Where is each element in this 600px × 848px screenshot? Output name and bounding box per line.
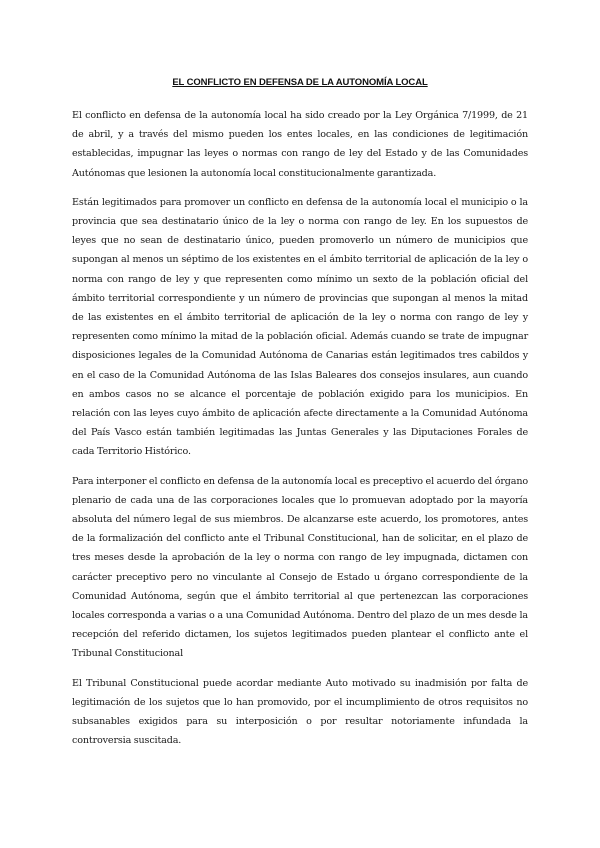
document-body bbox=[72, 106, 528, 761]
paragraph-2: Están legitimados para promover un conflicto en defensa de la autonomía local el municipio o la provincia que sea destinatario único de la ley o norma con rango de ley. En los supuestos de leyes que no sean de destinatario único, pueden promoverlo un número de municipios que supongan al menos un séptimo de los existentes en el ámbito territorial de aplicación de la ley o norma con rango de ley y que representen como mínimo un sexto de la población oficial del ámbito territorial correspondiente y un número de provincias que supongan al menos la mitad de las existentes en el ámbito territorial de aplicación de la ley o norma con rango de ley y representen como mínimo la mitad de la población oficial. Además cuando se trate de impugnar disposiciones legales de la Comunidad Autónoma de Canarias están legitimados tres cabildos y en el caso de la Comunidad Autónoma de las Islas Baleares dos consejos insulares, aun cuando en ambos casos no se alcance el porcentaje de población exigido para los municipios. En relación con las leyes cuyo ámbito de aplicación afecte directamente a la Comunidad Autónoma del País Vasco están también legitimadas las Juntas Generales y las Diputaciones Forales de cada Territorio Histórico. bbox=[72, 196, 528, 458]
paragraph-4: El Tribunal Constitucional puede acordar mediante Auto motivado su inadmisión por falta de legitimación de los sujetos que lo han promovido, por el incumplimiento de otros requisitos no subsanables exigidos para su interposición o por resultar notoriamente infundada la controversia suscitada. bbox=[72, 677, 528, 747]
document-title: EL CONFLICTO EN DEFENSA DE LA AUTONOMÍA LOCAL bbox=[172, 77, 428, 88]
paragraph-3: Para interponer el conflicto en defensa de la autonomía local es preceptivo el acuerdo del órgano plenario de cada una de las corporaciones locales que lo promuevan adoptado por la mayoría absoluta del número legal de sus miembros. De alcanzarse este acuerdo, los promotores, antes de la formalización del conflicto ante el Tribunal Constitucional, han de solicitar, en el plazo de tres meses desde la aprobación de la ley o norma con rango de ley impugnada, dictamen con carácter preceptivo pero no vinculante al Consejo de Estado u órgano correspondiente de la Comunidad Autónoma, según que el ámbito territorial al que pertenezcan las corporaciones locales corresponda a varias o a una Comunidad Autónoma. Dentro del plazo de un mes desde la recepción del referido dictamen, los sujetos legitimados pueden plantear el conflicto ante el Tribunal Constitucional bbox=[72, 475, 528, 660]
paragraph-1: El conflicto en defensa de la autonomía local ha sido creado por la Ley Orgánica 7/1999, de 21 de abril, y a través del mismo pueden los entes locales, en las condiciones de legitimación establecidas, impugnar las leyes o normas con rango de ley del Estado y de las Comunidades Autónomas que lesionen la autonomía local constitucionalmente garantizada. bbox=[72, 110, 528, 179]
